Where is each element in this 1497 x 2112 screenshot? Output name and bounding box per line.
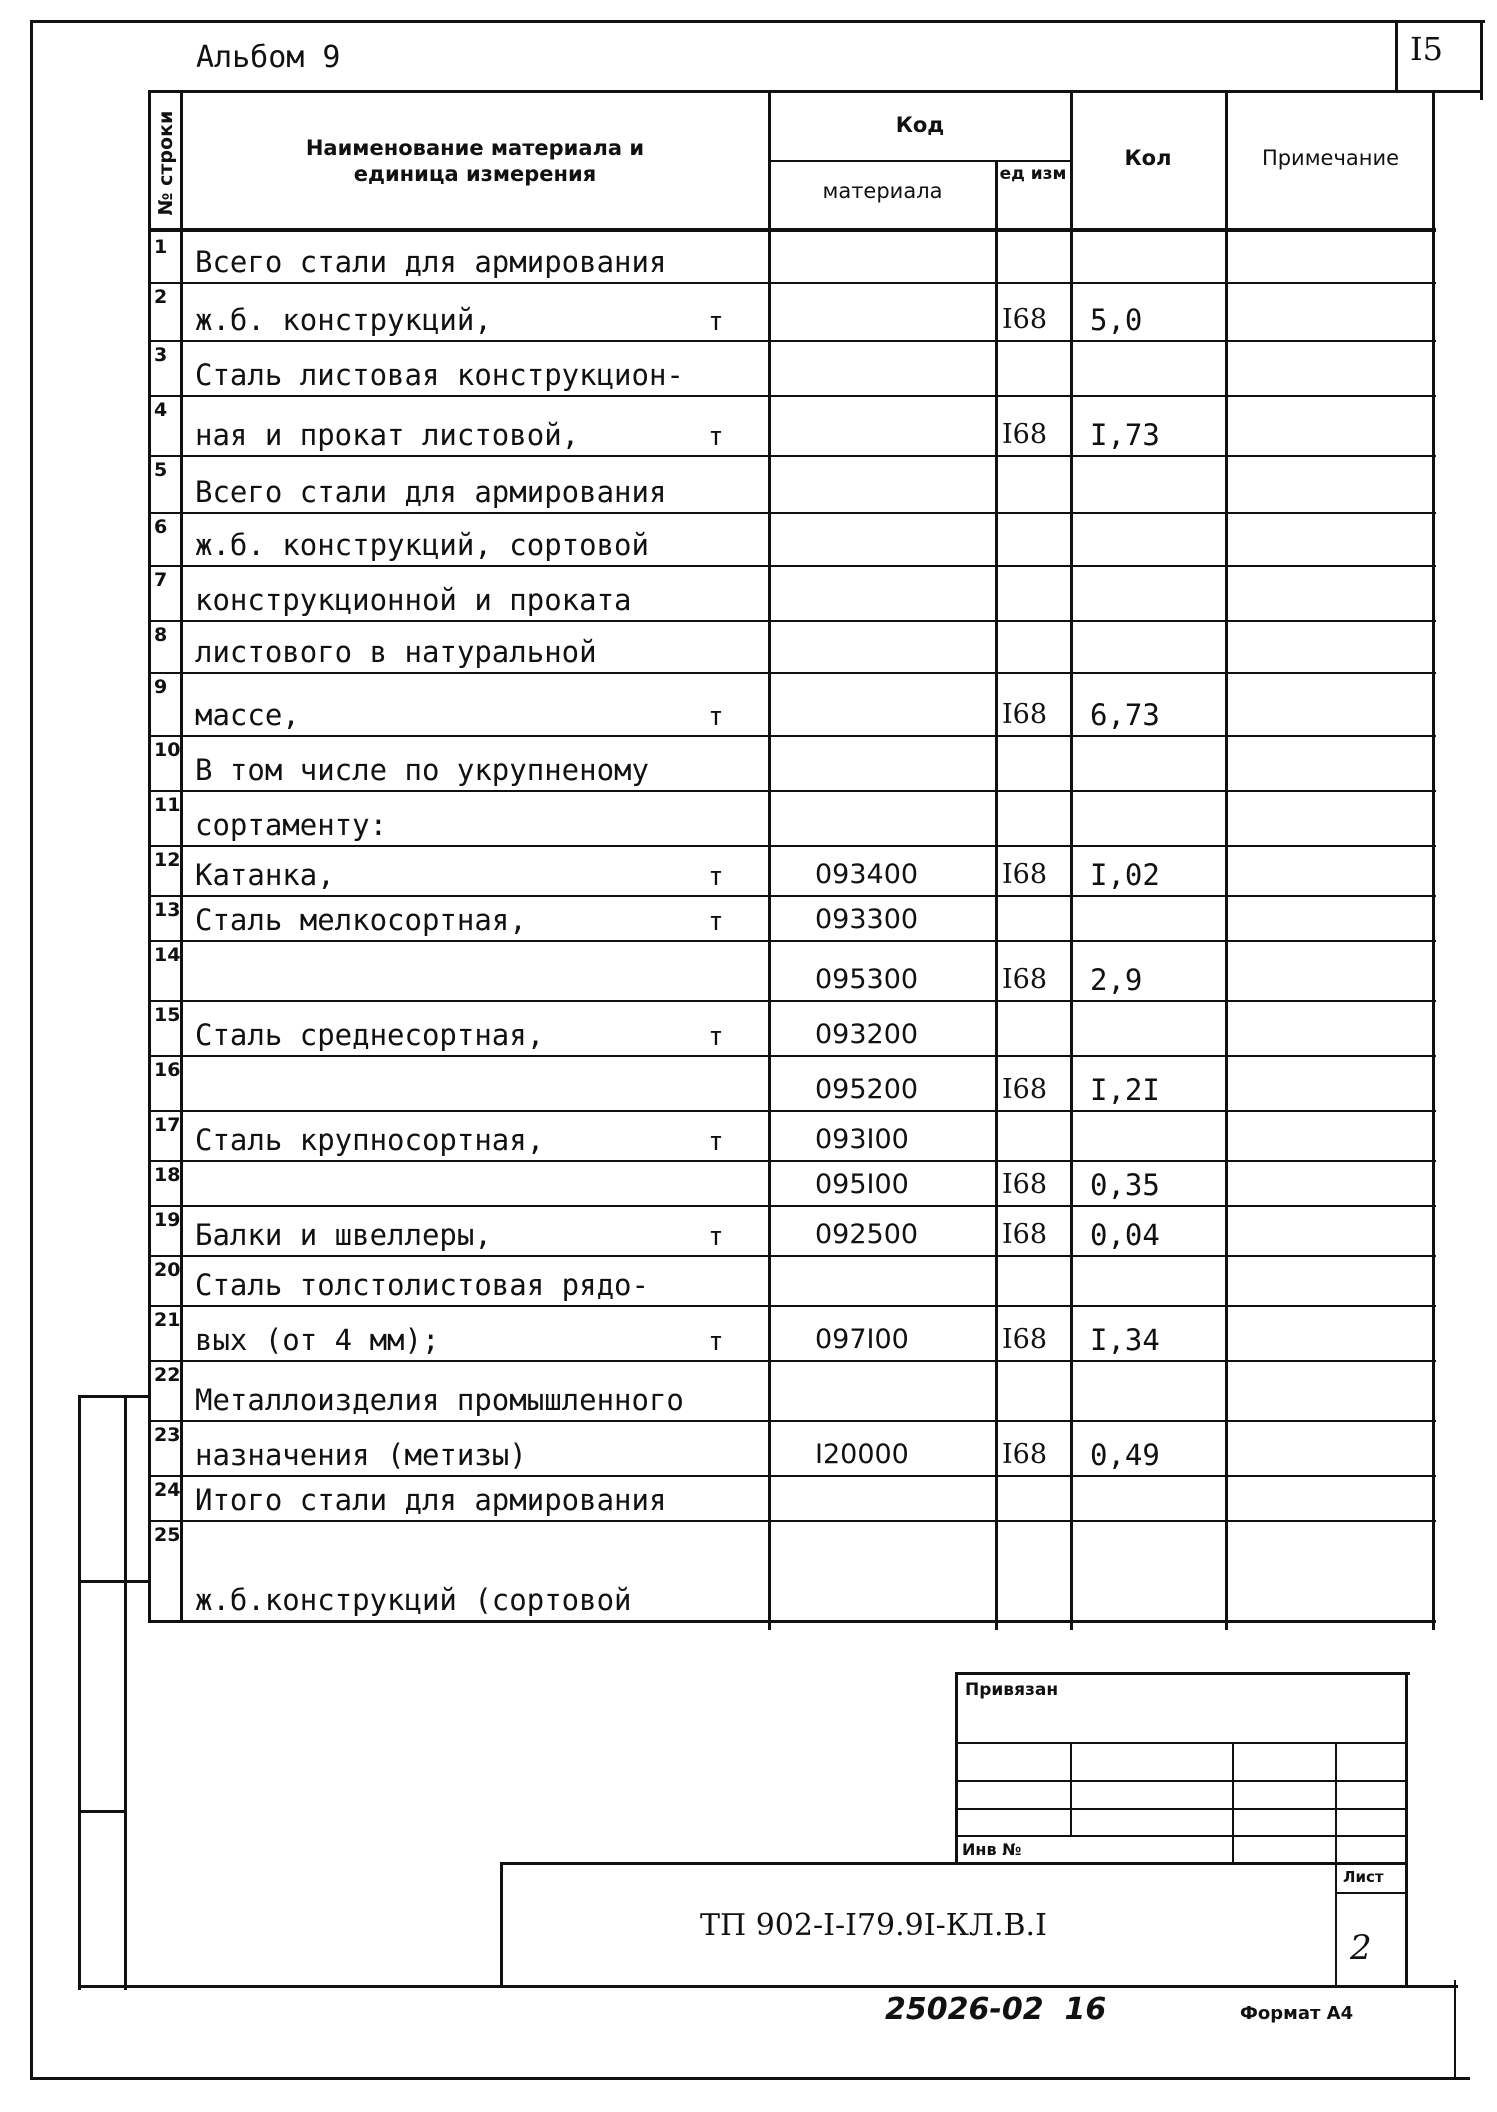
stamp-row-2 <box>955 1780 1408 1782</box>
row-number: 9 <box>154 676 168 698</box>
side-strip-mid-1 <box>78 1580 148 1583</box>
unit-measure: т <box>708 1222 724 1252</box>
row-number: 1 <box>154 236 168 258</box>
material-code: 093400 <box>815 859 919 890</box>
row-number: 23 <box>154 1424 181 1446</box>
row-number: 16 <box>154 1059 181 1081</box>
material-name: ж.б. конструкций, сортовой <box>195 528 649 562</box>
material-name: ж.б.конструкций (сортовой <box>195 1583 632 1617</box>
col-sep-4 <box>1070 90 1073 1630</box>
row-separator <box>148 845 1436 847</box>
stamp-top-line <box>955 1672 1410 1675</box>
row-separator <box>148 1360 1436 1362</box>
row-number: 25 <box>154 1524 181 1546</box>
header-code: Код <box>895 113 945 137</box>
row-separator <box>148 790 1436 792</box>
row-number: 19 <box>154 1209 181 1231</box>
header-material: материала <box>822 179 943 203</box>
row-separator <box>148 1420 1436 1422</box>
row-number: 2 <box>154 286 168 308</box>
unit-measure: т <box>708 1327 724 1357</box>
quantity: I,02 <box>1090 858 1160 892</box>
material-code: 095300 <box>815 964 919 995</box>
row-number: 10 <box>154 739 181 761</box>
material-name: Всего стали для армирования <box>195 245 667 279</box>
col-sep-5 <box>1225 90 1228 1630</box>
col-sep-2 <box>768 90 771 1630</box>
unit-code: I68 <box>1002 419 1048 450</box>
material-name: вых (от 4 мм); <box>195 1323 440 1357</box>
unit-measure: т <box>708 1022 724 1052</box>
quantity: 0,04 <box>1090 1218 1160 1252</box>
row-separator <box>148 620 1436 622</box>
album-label: Альбом 9 <box>196 40 341 75</box>
row-number: 5 <box>154 459 168 481</box>
header-row-no: № строки <box>155 110 177 216</box>
stamp-main-top <box>500 1862 1408 1865</box>
row-separator <box>148 282 1436 284</box>
sheet-label: Лист <box>1343 1868 1384 1886</box>
material-name: Сталь крупносортная, <box>195 1123 545 1157</box>
material-name: конструкционной и проката <box>195 583 632 617</box>
material-code: 093I00 <box>815 1124 909 1155</box>
material-name: Сталь листовая конструкцион- <box>195 358 684 392</box>
header-name: Наименование материала и единица измерения <box>305 136 645 186</box>
inv-no-label: Инв № <box>962 1840 1022 1859</box>
frame-top <box>30 20 1485 23</box>
row-separator <box>148 940 1436 942</box>
row-number: 14 <box>154 944 181 966</box>
sheet-value: 2 <box>1350 1928 1372 1968</box>
quantity: 0,35 <box>1090 1168 1160 1202</box>
row-number: 4 <box>154 399 168 421</box>
row-separator <box>148 672 1436 674</box>
unit-measure: т <box>708 907 724 937</box>
material-code: 093300 <box>815 904 919 935</box>
material-name: Сталь толстолистовая рядо- <box>195 1268 649 1302</box>
side-strip-mid-2 <box>78 1810 126 1813</box>
material-name: Сталь среднесортная, <box>195 1018 545 1052</box>
material-code: 095I00 <box>815 1169 909 1200</box>
row-number: 17 <box>154 1114 181 1136</box>
stamp-row-1 <box>955 1742 1408 1744</box>
material-code: 095200 <box>815 1074 919 1105</box>
quantity: 5,0 <box>1090 303 1143 337</box>
row-separator <box>148 735 1436 737</box>
stamp-row-3 <box>955 1808 1408 1810</box>
row-number: 15 <box>154 1004 181 1026</box>
row-number: 3 <box>154 344 168 366</box>
frame-bottom <box>30 2077 1470 2080</box>
row-number: 20 <box>154 1259 181 1281</box>
stamp-col-1 <box>1070 1742 1072 1837</box>
row-separator <box>148 1160 1436 1162</box>
stamp-left-line <box>955 1672 958 1862</box>
row-number: 24 <box>154 1479 181 1501</box>
row-number: 22 <box>154 1364 181 1386</box>
table-right <box>1432 90 1435 1630</box>
row-separator <box>148 1000 1436 1002</box>
quantity: 0,49 <box>1090 1438 1160 1472</box>
page-number-box-left <box>1395 20 1398 92</box>
material-name: Сталь мелкосортная, <box>195 903 527 937</box>
quantity: I,73 <box>1090 418 1160 452</box>
side-strip-left <box>78 1395 81 1990</box>
material-name: Катанка, <box>195 858 335 892</box>
frame-left <box>30 20 33 2080</box>
header-bottom <box>148 228 1436 232</box>
material-code: 093200 <box>815 1019 919 1050</box>
document-code: ТП 902-I-I79.9I-КЛ.В.I <box>700 1908 1047 1943</box>
row-separator <box>148 1055 1436 1057</box>
header-note: Примечание <box>1261 146 1400 170</box>
material-name: назначения (метизы) <box>195 1438 527 1472</box>
format-label: Формат А4 <box>1240 2003 1354 2024</box>
archive-number: 25026-02 16 <box>885 1992 1107 2027</box>
unit-code: I68 <box>1002 1439 1048 1470</box>
material-name: ная и прокат листовой, <box>195 418 580 452</box>
row-number: 7 <box>154 569 168 591</box>
row-separator <box>148 512 1436 514</box>
material-name: Всего стали для армирования <box>195 475 667 509</box>
side-strip-top <box>78 1395 148 1398</box>
material-code: I20000 <box>815 1439 909 1470</box>
unit-measure: т <box>708 307 724 337</box>
header-qty: Кол <box>1124 146 1172 170</box>
unit-code: I68 <box>1002 1324 1048 1355</box>
row-number: 8 <box>154 624 168 646</box>
row-separator <box>148 1205 1436 1207</box>
row-number: 18 <box>154 1164 181 1186</box>
sheet-label-line <box>1335 1892 1408 1894</box>
table-bottom <box>148 1620 1436 1623</box>
code-sub-line <box>768 160 1073 162</box>
row-separator <box>148 565 1436 567</box>
stamp-row-4 <box>955 1835 1408 1837</box>
unit-measure: т <box>708 702 724 732</box>
row-separator <box>148 455 1436 457</box>
row-separator <box>148 1305 1436 1307</box>
row-separator <box>148 895 1436 897</box>
stamp-col-2 <box>1232 1742 1234 1862</box>
material-name: листового в натуральной <box>195 635 597 669</box>
row-separator <box>148 395 1436 397</box>
row-number: 6 <box>154 516 168 538</box>
unit-measure: т <box>708 1127 724 1157</box>
row-separator <box>148 340 1436 342</box>
material-name: массе, <box>195 698 300 732</box>
material-code: 097I00 <box>815 1324 909 1355</box>
sheet-number: I5 <box>1410 30 1443 68</box>
frame-right-bottom <box>1454 1980 1456 2080</box>
quantity: 6,73 <box>1090 698 1160 732</box>
unit-code: I68 <box>1002 304 1048 335</box>
stamp-bottom-line <box>78 1985 1458 1988</box>
material-name: Итого стали для армирования <box>195 1483 667 1517</box>
material-name: сортаменту: <box>195 808 388 842</box>
table-top <box>148 90 1436 93</box>
stamp-right-line <box>1405 1672 1408 1987</box>
quantity: 2,9 <box>1090 963 1143 997</box>
row-number: 11 <box>154 794 181 816</box>
unit-measure: т <box>708 862 724 892</box>
material-name: Металлоизделия промышленного <box>195 1383 684 1417</box>
row-number: 12 <box>154 849 181 871</box>
material-name: ж.б. конструкций, <box>195 303 492 337</box>
frame-right-top <box>1480 20 1483 100</box>
unit-code: I68 <box>1002 1169 1048 1200</box>
table-left <box>148 90 151 1620</box>
unit-code: I68 <box>1002 699 1048 730</box>
row-number: 21 <box>154 1309 181 1331</box>
unit-code: I68 <box>1002 964 1048 995</box>
row-separator <box>148 1475 1436 1477</box>
row-separator <box>148 1110 1436 1112</box>
row-separator <box>148 1255 1436 1257</box>
row-separator <box>148 1520 1436 1522</box>
stamp-main-left <box>500 1862 503 1987</box>
unit-code: I68 <box>1002 1074 1048 1105</box>
side-strip-right <box>124 1395 127 1990</box>
header-unit: ед изм <box>999 164 1067 184</box>
unit-measure: т <box>708 422 724 452</box>
material-name: Балки и швеллеры, <box>195 1218 492 1252</box>
material-name: В том числе по укрупненому <box>195 753 649 787</box>
unit-code: I68 <box>1002 1219 1048 1250</box>
quantity: I,2I <box>1090 1073 1160 1107</box>
row-number: 13 <box>154 899 181 921</box>
quantity: I,34 <box>1090 1323 1160 1357</box>
material-code: 092500 <box>815 1219 919 1250</box>
unit-code: I68 <box>1002 859 1048 890</box>
bound-label: Привязан <box>965 1680 1059 1700</box>
